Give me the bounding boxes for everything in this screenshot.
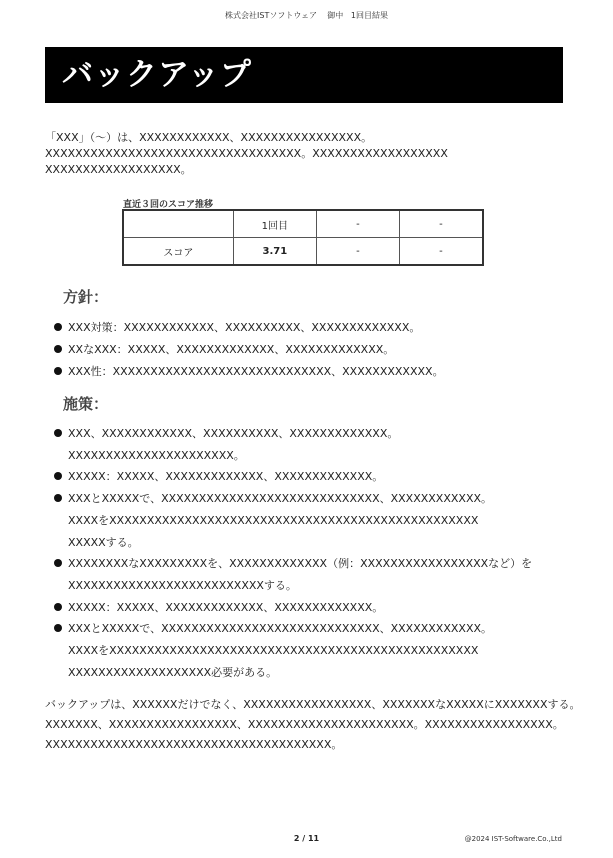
policy-list [52,317,572,383]
bullet-icon [54,603,62,611]
list-item-text: XXXXXXXXXXXXXXXXXXX必要がある。 [68,665,278,679]
table-cell: - [399,238,483,266]
list-item-text: XXXとXXXXXで、XXXXXXXXXXXXXXXXXXXXXXXXXXXXX、XXXXXXXXXXXX。 [68,492,493,506]
list-item-text: XXXXXXXXXXXXXXXXXXXXXXXXXXする。 [68,578,297,592]
list-item [52,317,572,339]
measures-heading: 施策： [63,395,109,413]
list-item-text: XXXXX：XXXXX、XXXXXXXXXXXXX、XXXXXXXXXXXXX。 [68,470,384,484]
list-item-text: XXX、XXXXXXXXXXXX、XXXXXXXXXX、XXXXXXXXXXXXX。 [68,427,399,440]
list-item-text: XXXとXXXXXで、XXXXXXXXXXXXXXXXXXXXXXXXXXXXX、XXXXXXXXXXXX。 [68,622,493,636]
intro-paragraph [45,130,570,178]
page-header [0,10,613,21]
bullet-icon [54,472,62,480]
list-item-text: XXXXXする。 [68,535,139,549]
header-suffix: 御中 [327,11,344,20]
table-cell: 1回目 [233,210,316,238]
intro-line: XXXXXXXXXXXXXXXXXX。 [45,163,192,176]
table-row [123,210,483,238]
bullet-icon [54,624,62,632]
page-number: 2 / 11 [293,834,320,843]
intro-line: XXXXXXXXXXXXXXXXXXXXXXXXXXXXXXXXXX。XXXXXXXXXXXXXXXXXX [45,147,448,160]
page-title: バックアップ [45,47,563,103]
bullet-icon [54,559,62,567]
table-cell: - [316,238,399,266]
copyright: @2024 IST-Software.Co.,Ltd [464,835,562,843]
table-cell: 3.71 [233,238,316,266]
list-item-text: XXXXXXXXなXXXXXXXXXを、XXXXXXXXXXXXX（例：XXXXXXXXXXXXXXXXXなど）を [68,557,533,571]
intro-line: 「XXX」（～）は、XXXXXXXXXXXX、XXXXXXXXXXXXXXXX。 [45,131,373,144]
header-company: 株式会社ISTソフトウェア [225,11,318,20]
bullet-icon [54,345,62,353]
score-table [122,209,484,266]
list-item-text: XXXXXXXXXXXXXXXXXXXXXX。 [68,448,245,462]
closing-line: XXXXXXXXXXXXXXXXXXXXXXXXXXXXXXXXXXXXXX。 [45,738,343,751]
list-item-text: XXXXX：XXXXX、XXXXXXXXXXXXX、XXXXXXXXXXXXX。 [68,600,384,614]
list-item-text: XXX性：XXXXXXXXXXXXXXXXXXXXXXXXXXXXX、XXXXXXXXXXXX。 [68,365,444,378]
table-cell: - [316,210,399,238]
list-item [52,361,572,383]
closing-paragraph [45,695,581,755]
list-item-text: XXXXをXXXXXXXXXXXXXXXXXXXXXXXXXXXXXXXXXXXXXXXXXXXXXXXXX [68,644,479,658]
table-row [123,238,483,266]
list-item [52,597,572,619]
closing-line: バックアップは、XXXXXXだけでなく、XXXXXXXXXXXXXXXXX、XXXXXXXなXXXXXにXXXXXXXする。 [45,698,581,711]
bullet-icon [54,367,62,375]
list-item-text: XXなXXX：XXXXX、XXXXXXXXXXXXX、XXXXXXXXXXXXX。 [68,343,395,356]
list-item-text: XXXXをXXXXXXXXXXXXXXXXXXXXXXXXXXXXXXXXXXXXXXXXXXXXXXXXX [68,513,479,527]
list-item [52,423,572,466]
score-table-caption: 直近３回のスコア推移 [123,200,214,210]
list-item [52,618,572,683]
table-cell: スコア [123,238,233,266]
bullet-icon [54,323,62,331]
table-cell [123,210,233,238]
bullet-icon [54,494,62,502]
bullet-icon [54,429,62,437]
policy-heading: 方針： [63,288,109,306]
table-cell: - [399,210,483,238]
closing-line: XXXXXXX、XXXXXXXXXXXXXXXXX、XXXXXXXXXXXXXXXXXXXXXX。XXXXXXXXXXXXXXXXX。 [45,718,564,731]
measures-list [52,423,572,683]
list-item-text: XXX対策：XXXXXXXXXXXX、XXXXXXXXXX、XXXXXXXXXXXXX。 [68,321,421,334]
list-item [52,339,572,361]
list-item [52,553,572,596]
list-item [52,466,572,488]
list-item [52,488,572,553]
header-report: 1回目結果 [350,11,388,20]
